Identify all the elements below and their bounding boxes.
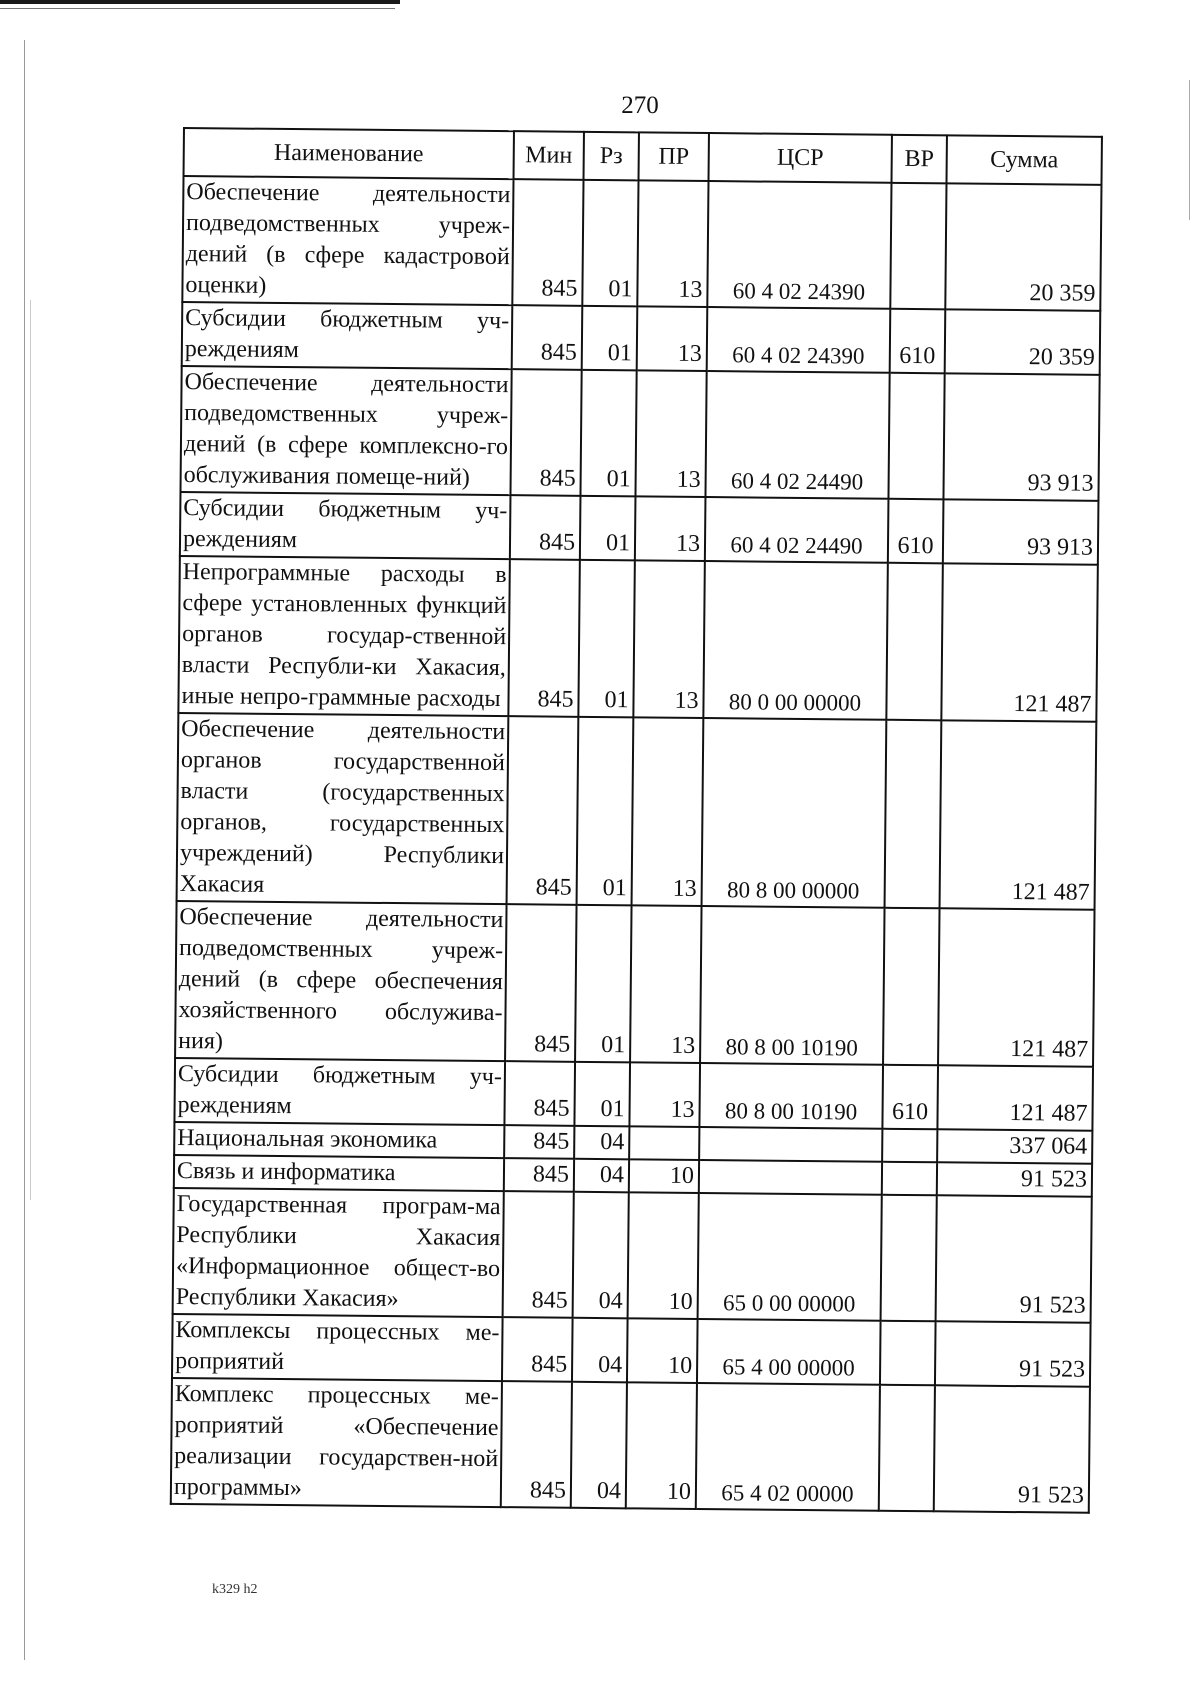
row-pr: 13: [633, 560, 705, 718]
row-name: Обеспечение деятельности подведомственных учреж-дений (в сфере обеспечения хозяйственного обслужива-ния): [175, 901, 506, 1061]
row-min: 845: [505, 904, 577, 1062]
table-row: [174, 1058, 1093, 1131]
row-csr: [699, 1127, 882, 1162]
row-csr: 80 8 00 00000: [702, 718, 887, 908]
row-csr: 80 0 00 00000: [703, 561, 887, 720]
row-csr: [699, 1160, 882, 1195]
scan-edge-top-thin: [0, 8, 395, 9]
row-min: 845: [504, 1125, 574, 1159]
row-pr: 13: [629, 1062, 700, 1127]
header-rz: Рз: [584, 132, 639, 181]
row-sum: 93 913: [943, 373, 1099, 500]
table-row: [182, 302, 1101, 375]
header-min: Мин: [514, 131, 584, 180]
row-sum: 337 064: [937, 1129, 1092, 1163]
table-row: [178, 556, 1097, 722]
row-sum: 91 523: [935, 1321, 1091, 1386]
row-vr: 610: [888, 499, 944, 564]
row-rz: 04: [572, 1318, 628, 1383]
row-sum: 91 523: [934, 1385, 1090, 1512]
row-csr: 60 4 02 24490: [705, 497, 889, 563]
row-rz: 01: [580, 496, 636, 561]
header-name: Наименование: [184, 128, 514, 179]
row-name: Обеспечение деятельности органов государственной власти (государственных органов, государственных учреждений) Республики Хакасия: [177, 713, 509, 904]
row-sum: 20 359: [945, 183, 1101, 310]
footer-code: k329 h2: [212, 1582, 258, 1597]
row-sum: 91 523: [937, 1162, 1092, 1196]
table-row: [177, 713, 1097, 910]
row-min: 845: [504, 1061, 575, 1126]
budget-table: [170, 127, 1103, 1514]
row-csr: 80 8 00 10190: [700, 906, 884, 1065]
scan-edge-top: [0, 0, 400, 4]
row-name: Обеспечение деятельности подведомственных учреж-дений (в сфере кадастровой оценки): [182, 176, 513, 305]
row-name: Непрограммные расходы в сфере установленных функций органов государ-ственной власти Республи-ки Хакасия, иные непро-граммные расходы: [178, 556, 509, 716]
row-rz: 01: [580, 370, 636, 497]
scan-edge-right: [1189, 80, 1190, 220]
row-min: 845: [502, 1317, 573, 1382]
row-sum: 20 359: [945, 309, 1101, 374]
row-name: Субсидии бюджетным уч-реждениям: [180, 492, 511, 559]
row-csr: 80 8 00 10190: [699, 1063, 883, 1129]
row-pr: 13: [630, 905, 702, 1063]
row-csr: 65 4 00 00000: [697, 1319, 881, 1385]
row-rz: 01: [578, 560, 635, 718]
row-name: Комплексы процессных ме-роприятий: [172, 1314, 503, 1381]
row-csr: 60 4 02 24490: [705, 371, 889, 499]
row-rz: 01: [582, 180, 638, 307]
row-pr: 10: [629, 1159, 699, 1193]
row-rz: 01: [574, 1062, 630, 1127]
row-pr: 13: [632, 717, 704, 906]
table-row: [171, 1378, 1090, 1513]
row-sum: 121 487: [941, 563, 1097, 721]
row-min: 845: [504, 1158, 574, 1192]
row-rz: 01: [575, 905, 632, 1063]
row-min: 845: [508, 559, 580, 717]
row-vr: [882, 1129, 937, 1163]
row-name: Обеспечение деятельности подведомственных учреж-дений (в сфере комплексно-го обслуживания помеще-ний): [180, 366, 511, 495]
row-min: 845: [510, 369, 581, 496]
row-vr: [883, 908, 940, 1066]
row-rz: 04: [574, 1159, 629, 1193]
row-csr: 65 4 02 00000: [696, 1383, 880, 1511]
table-row: [173, 1188, 1092, 1323]
row-min: 845: [503, 1191, 574, 1318]
row-pr: 10: [628, 1192, 699, 1319]
row-vr: [879, 1385, 935, 1512]
row-name: Связь и информатика: [174, 1155, 504, 1191]
row-name: Государственная програм-ма Республики Хакасия «Информационное общест-во Республики Хакасия»: [173, 1188, 504, 1317]
header-pr: ПР: [639, 132, 709, 181]
row-min: 845: [512, 179, 583, 306]
row-vr: 610: [882, 1065, 938, 1130]
row-rz: 01: [582, 306, 638, 371]
table-row: [180, 492, 1099, 565]
row-rz: 01: [577, 717, 634, 906]
row-sum: 121 487: [937, 1065, 1093, 1130]
row-sum: 121 487: [938, 908, 1095, 1066]
table-row: [175, 901, 1094, 1067]
row-min: 845: [507, 716, 579, 905]
row-pr: 13: [635, 496, 706, 561]
row-min: 845: [510, 495, 581, 560]
row-pr: 10: [626, 1382, 697, 1509]
row-vr: [880, 1321, 936, 1386]
row-name: Субсидии бюджетным уч-реждениям: [174, 1058, 505, 1125]
row-pr: [629, 1126, 699, 1160]
row-pr: 13: [635, 370, 706, 497]
row-vr: 610: [890, 309, 946, 374]
table-row: [182, 176, 1101, 311]
scan-edge-left: [24, 40, 25, 1660]
row-name: Субсидии бюджетным уч-реждениям: [182, 302, 513, 369]
row-csr: 60 4 02 24390: [707, 181, 891, 309]
row-csr: 60 4 02 24390: [707, 307, 891, 373]
header-sum: Сумма: [946, 135, 1101, 184]
row-sum: 91 523: [936, 1195, 1092, 1322]
row-name: Национальная экономика: [174, 1122, 504, 1158]
page-number: 270: [621, 92, 659, 119]
row-pr: 13: [637, 180, 708, 307]
table-row: [180, 366, 1099, 501]
scan-edge-left-faint: [30, 300, 31, 1200]
row-vr: [890, 183, 946, 310]
row-rz: 04: [574, 1126, 629, 1160]
row-rz: 04: [573, 1192, 629, 1319]
table-row: [172, 1314, 1091, 1387]
row-vr: [885, 720, 942, 909]
table-header-row: [184, 128, 1102, 185]
row-sum: 121 487: [940, 720, 1097, 909]
row-min: 845: [512, 305, 583, 370]
row-sum: 93 913: [943, 499, 1099, 564]
header-vr: ВР: [891, 135, 946, 184]
row-rz: 04: [571, 1382, 627, 1509]
header-csr: ЦСР: [709, 133, 892, 183]
row-pr: 13: [637, 306, 708, 371]
row-vr: [881, 1195, 937, 1322]
row-csr: 65 0 00 00000: [698, 1193, 882, 1321]
row-vr: [886, 563, 943, 721]
row-pr: 10: [627, 1318, 698, 1383]
row-min: 845: [501, 1381, 572, 1508]
row-name: Комплекс процессных ме-роприятий «Обеспечение реализации государствен-ной программы»: [171, 1378, 502, 1507]
row-vr: [882, 1162, 937, 1196]
row-vr: [888, 373, 944, 500]
